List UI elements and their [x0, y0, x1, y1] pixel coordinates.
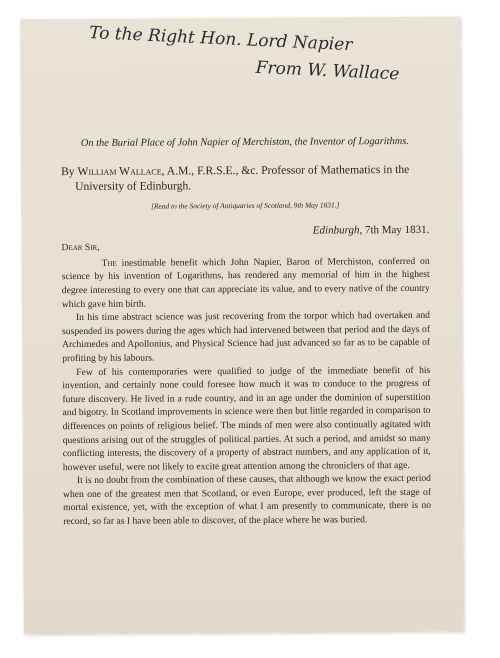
- author-prefix: By: [61, 165, 78, 179]
- dateline: [61, 223, 429, 239]
- page-edge-shadow: [462, 70, 480, 655]
- article-body: [61, 135, 431, 529]
- article-title: On the Burial Place of John Napier of Merchiston, the Inventor of Logarithms.: [80, 135, 409, 149]
- inscription-line-2: From W. Wallace: [255, 57, 400, 85]
- dateline-place: Edinburgh: [312, 223, 360, 237]
- author-credentials: , A.M., F.R.S.E., &c. Professor of Mathematics in the University of Edinburgh.: [75, 162, 410, 194]
- salutation: Dear Sir,: [61, 242, 100, 254]
- inscription-line-1: To the Right Hon. Lord Napier: [88, 23, 353, 56]
- read-note: [Read to the Society of Antiquaries of Scotland, 9th May 1831.]: [151, 200, 340, 211]
- paragraph-1-lead: The: [101, 257, 117, 269]
- handwritten-inscription: [67, 19, 449, 91]
- author-line: [61, 162, 429, 194]
- document-page: [20, 17, 464, 635]
- paragraph-1: [62, 255, 430, 312]
- paragraph-3: Few of his contemporaries were qualified to judge of the immediate benefit of his invention, and certainly none could foresee how much it was to conduce to the progress of future discovery. He lived in a rude country, and in an age under the dominion of superstition and bigotry. In Scotland improvements in science were then but little regarded in comparison to differences on points of religious belief. The minds of men were also continually agitated with questions arising out of the struggles of political parties. At such a period, and amidst so many conflicting interests, the discovery of a property of abstract numbers, and any application of it, however useful, were not likely to excite great attention among the chroniclers of that age.: [62, 364, 431, 473]
- dateline-date: , 7th May 1831.: [359, 223, 430, 236]
- paragraph-1-text: inestimable benefit which John Napier, Baron of Merchiston, conferred on science by his invention of Logarithms, has rendered any memorial of him in the highest degree interesting to every one that can appreciate its value, and to every native of the country which gave him birth.: [61, 255, 430, 310]
- paragraph-4: It is no doubt from the combination of these causes, that although we know the exact period when one of the greatest men that Scotland, or even Europe, ever produced, left the stage of mortal existence, yet, with the exception of what I am presently to communicate, there is no record, so far as I have been able to discover, of the place where he was buried.: [62, 473, 432, 528]
- paragraph-2: In his time abstract science was just recovering from the torpor which had overtaken and suspended its powers during the ages which had intervened between that period and the days of Archimedes and Apollonius, and Physical Science had just advanced so far as to be capable of profiting by his labours.: [61, 310, 431, 365]
- author-name: William Wallace: [77, 164, 162, 179]
